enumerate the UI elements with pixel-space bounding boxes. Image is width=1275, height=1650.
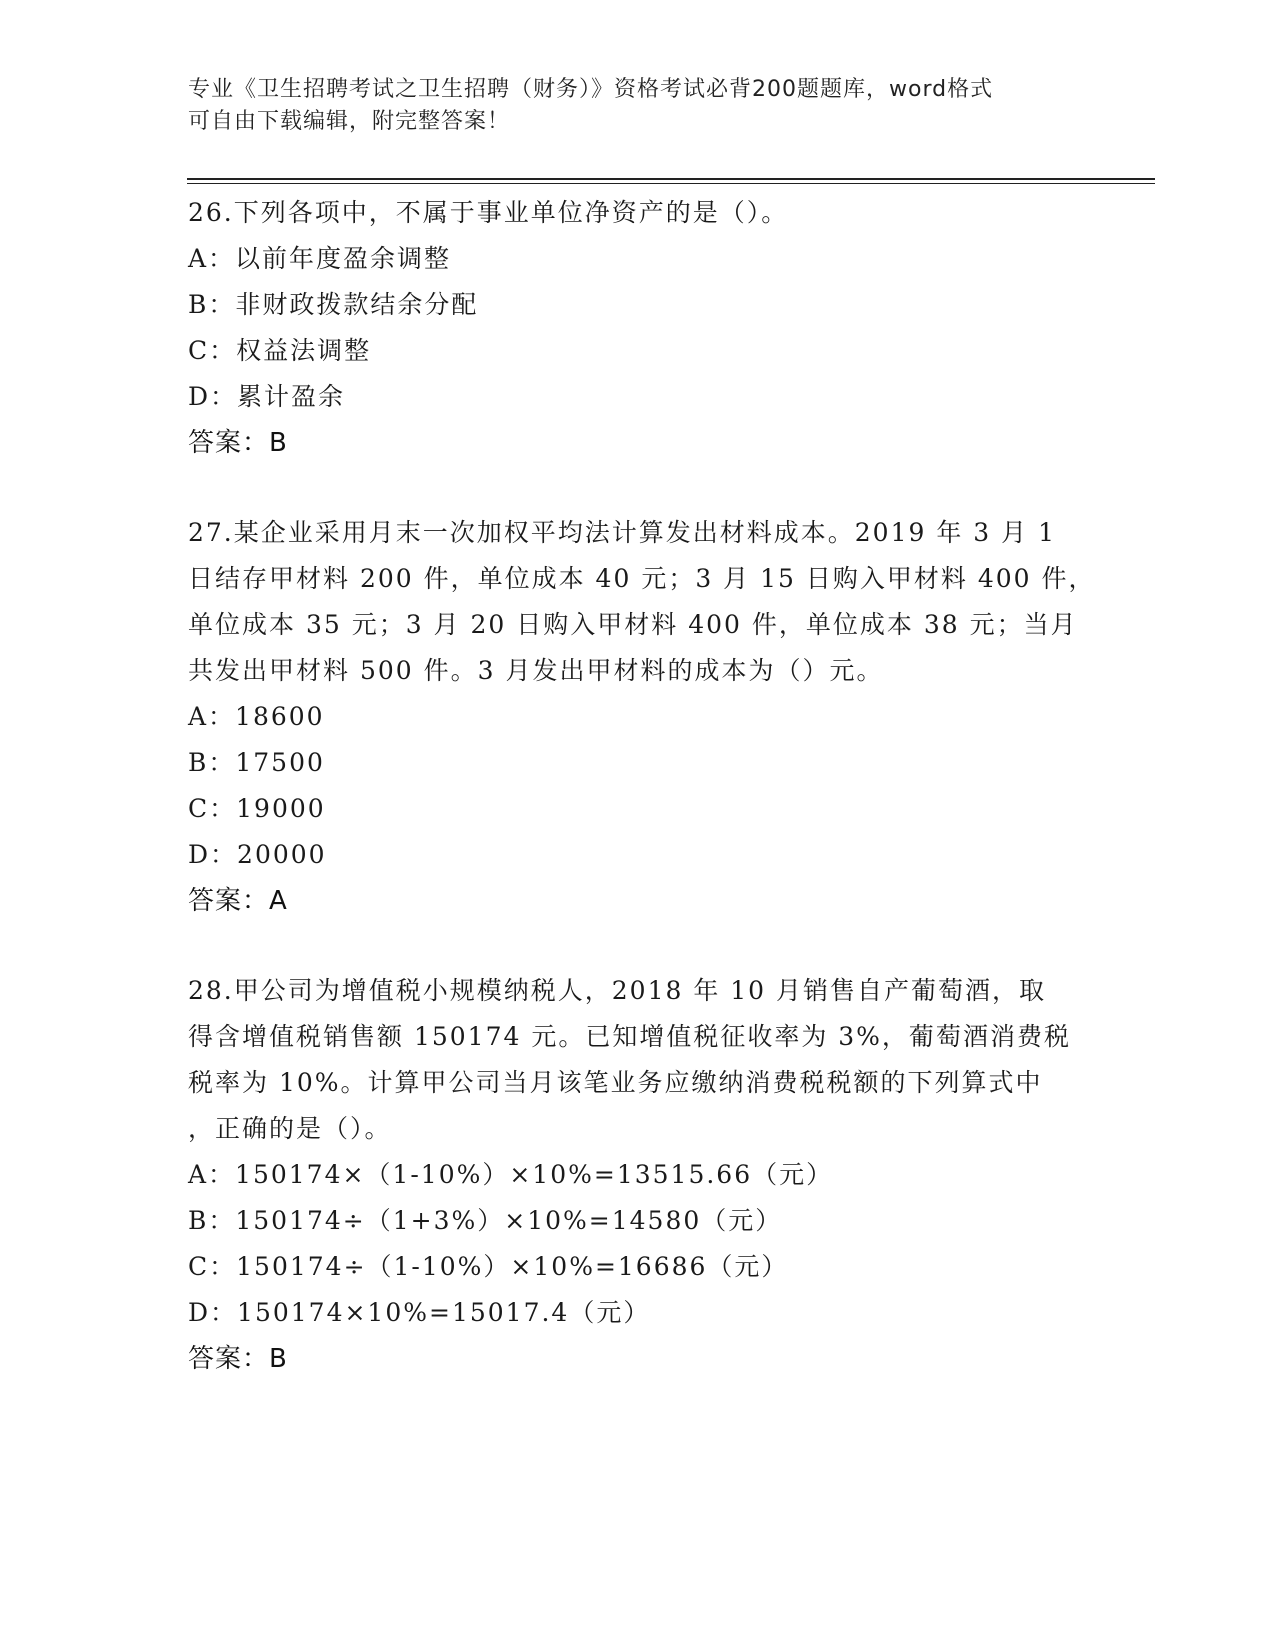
answer-label: 答案：B <box>188 1344 288 1374</box>
option-a: A：150174×（1-10%）×10%=13515.66（元） <box>188 1160 834 1189</box>
question-stem: 27.某企业采用月末一次加权平均法计算发出材料成本。2019 年 3 月 1 <box>188 518 1056 547</box>
option-a: A：以前年度盈余调整 <box>188 244 452 273</box>
option-c: C：19000 <box>188 794 326 823</box>
question-stem: 单位成本 35 元；3 月 20 日购入甲材料 400 件，单位成本 38 元；当月 <box>188 610 1078 639</box>
question-26 <box>188 190 1088 466</box>
header-line-1: 专业《卫生招聘考试之卫生招聘（财务）》资格考试必背200题题库，word格式 <box>188 77 994 102</box>
header-line-2: 可自由下载编辑，附完整答案！ <box>188 109 511 134</box>
question-stem: 26.下列各项中，不属于事业单位净资产的是（）。 <box>188 198 789 227</box>
option-b: B：17500 <box>188 748 325 777</box>
option-d: D：20000 <box>188 840 327 869</box>
header-divider-thin <box>187 183 1155 184</box>
option-b: B：非财政拨款结余分配 <box>188 290 479 319</box>
question-stem: 共发出甲材料 500 件。3 月发出甲材料的成本为（）元。 <box>188 656 884 685</box>
question-stem: ，正确的是（）。 <box>188 1114 392 1143</box>
question-27 <box>188 510 1096 924</box>
question-stem: 日结存甲材料 200 件，单位成本 40 元；3 月 15 日购入甲材料 400 件， <box>188 564 1096 593</box>
question-stem: 税率为 10%。计算甲公司当月该笔业务应缴纳消费税税额的下列算式中 <box>188 1068 1043 1097</box>
header-divider-thick <box>187 178 1155 180</box>
option-d: D：150174×10%=15017.4（元） <box>188 1298 651 1327</box>
document-header <box>188 74 1088 138</box>
question-stem: 得含增值税销售额 150174 元。已知增值税征收率为 3%，葡萄酒消费税 <box>188 1022 1071 1051</box>
question-stem: 28.甲公司为增值税小规模纳税人，2018 年 10 月销售自产葡萄酒，取 <box>188 976 1047 1005</box>
option-a: A：18600 <box>188 702 325 731</box>
option-c: C：权益法调整 <box>188 336 372 365</box>
question-28 <box>188 968 1088 1382</box>
option-c: C：150174÷（1-10%）×10%=16686（元） <box>188 1252 789 1281</box>
answer-label: 答案：B <box>188 428 288 458</box>
option-b: B：150174÷（1+3%）×10%=14580（元） <box>188 1206 783 1235</box>
question-list <box>188 190 1096 1426</box>
answer-label: 答案：A <box>188 886 288 916</box>
option-d: D：累计盈余 <box>188 382 346 411</box>
